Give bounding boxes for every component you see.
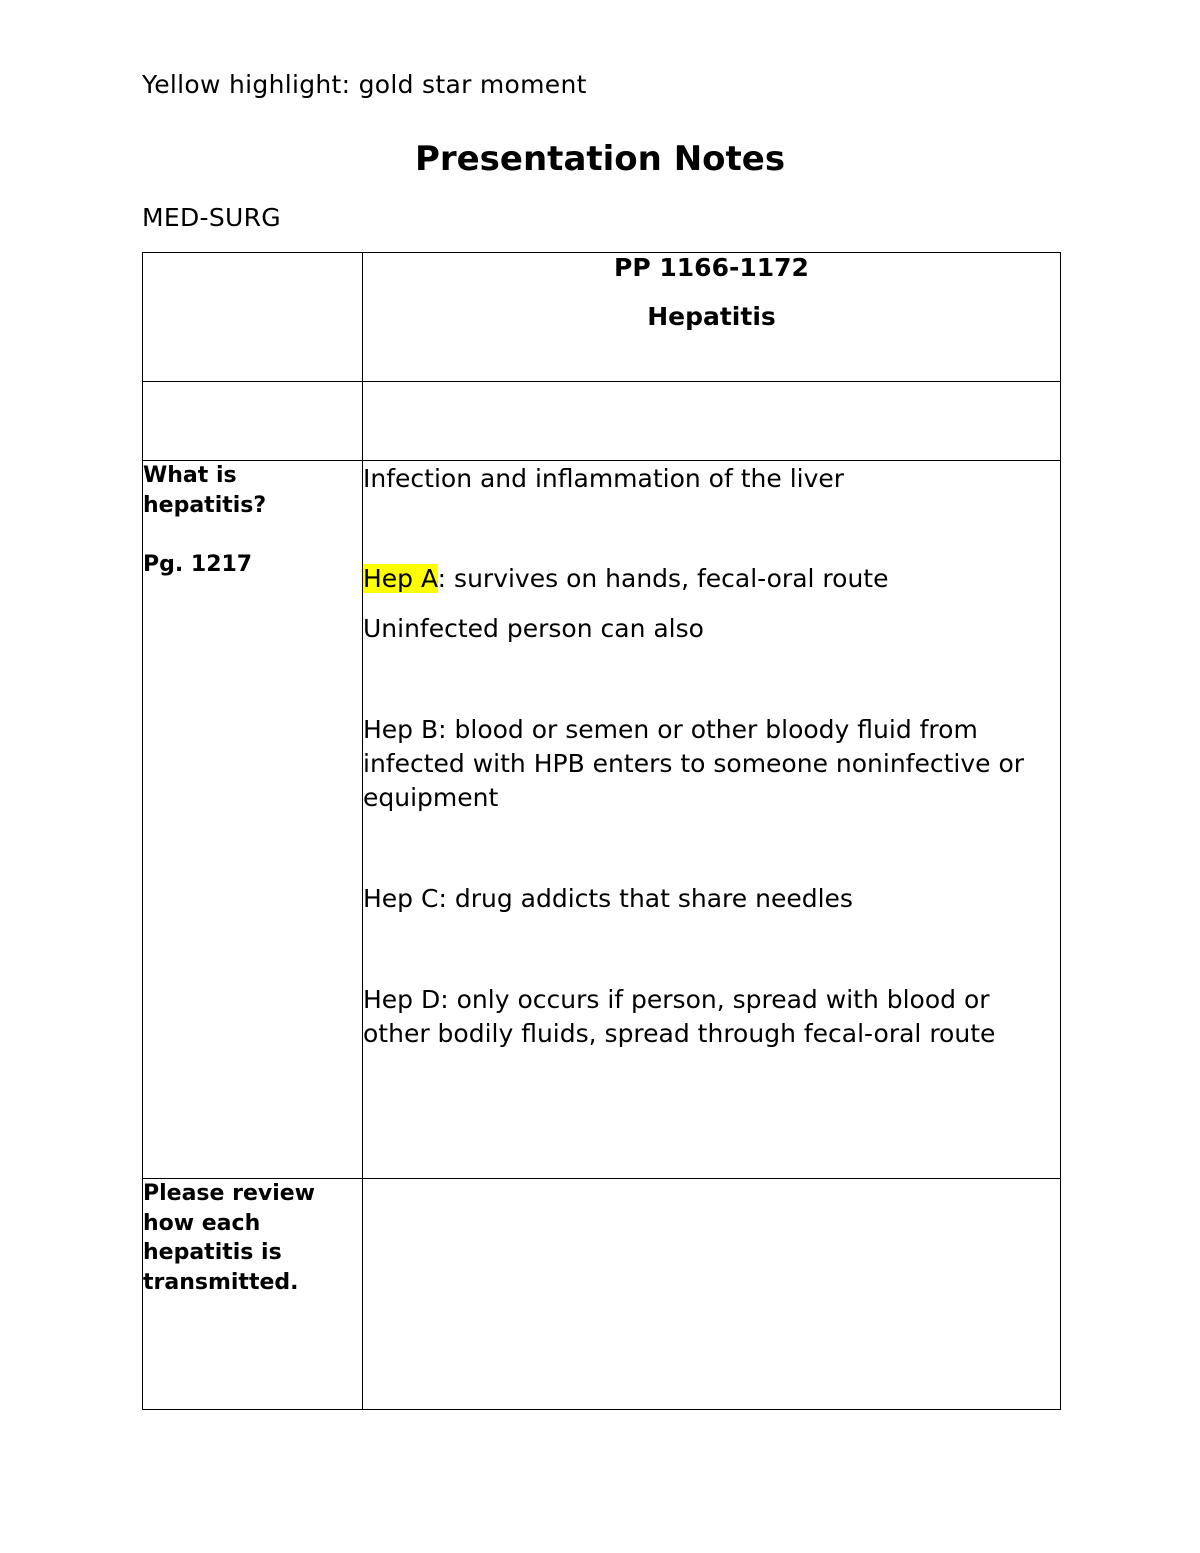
highlight-legend: Yellow highlight: gold star moment — [142, 70, 587, 99]
answer-cell — [363, 461, 1061, 1179]
question-text: What is hepatitis? — [143, 463, 267, 518]
hep-c-text: Hep C: drug addicts that share needles — [363, 884, 853, 913]
hep-a-note: Uninfected person can also — [363, 614, 704, 643]
page-title: Presentation Notes — [414, 139, 786, 179]
empty-left-cell — [143, 382, 363, 461]
header-right-cell — [363, 253, 1061, 382]
review-question-cell — [143, 1179, 363, 1410]
table-row-review — [143, 1179, 1061, 1410]
hep-d-text: Hep D: only occurs if person, spread with blood or other bodily fluids, spread through fecal-oral route — [363, 985, 996, 1048]
header-left-cell — [143, 253, 363, 382]
topic-title: Hepatitis — [647, 302, 776, 331]
table-row-empty — [143, 382, 1061, 461]
hep-a-text — [363, 562, 1060, 596]
notes-table — [142, 252, 1061, 1410]
hep-b-text: Hep B: blood or semen or other bloody fluid from infected with HPB enters to someone noninfective or equipment — [363, 715, 1025, 812]
question-cell — [143, 461, 363, 1179]
course-subject: MED-SURG — [142, 203, 281, 232]
hep-a-highlight: Hep A — [363, 564, 438, 593]
definition-text: Infection and inflammation of the liver — [363, 464, 845, 493]
page-range: PP 1166-1172 — [614, 253, 809, 282]
hep-a-description: : survives on hands, fecal-oral route — [437, 564, 889, 593]
table-row-what-is-hepatitis — [143, 461, 1061, 1179]
review-question-text: Please review how each hepatitis is transmitted. — [143, 1181, 316, 1295]
page-reference: Pg. 1217 — [143, 552, 253, 577]
empty-right-cell — [363, 382, 1061, 461]
table-row-header — [143, 253, 1061, 382]
review-answer-cell — [363, 1179, 1061, 1410]
